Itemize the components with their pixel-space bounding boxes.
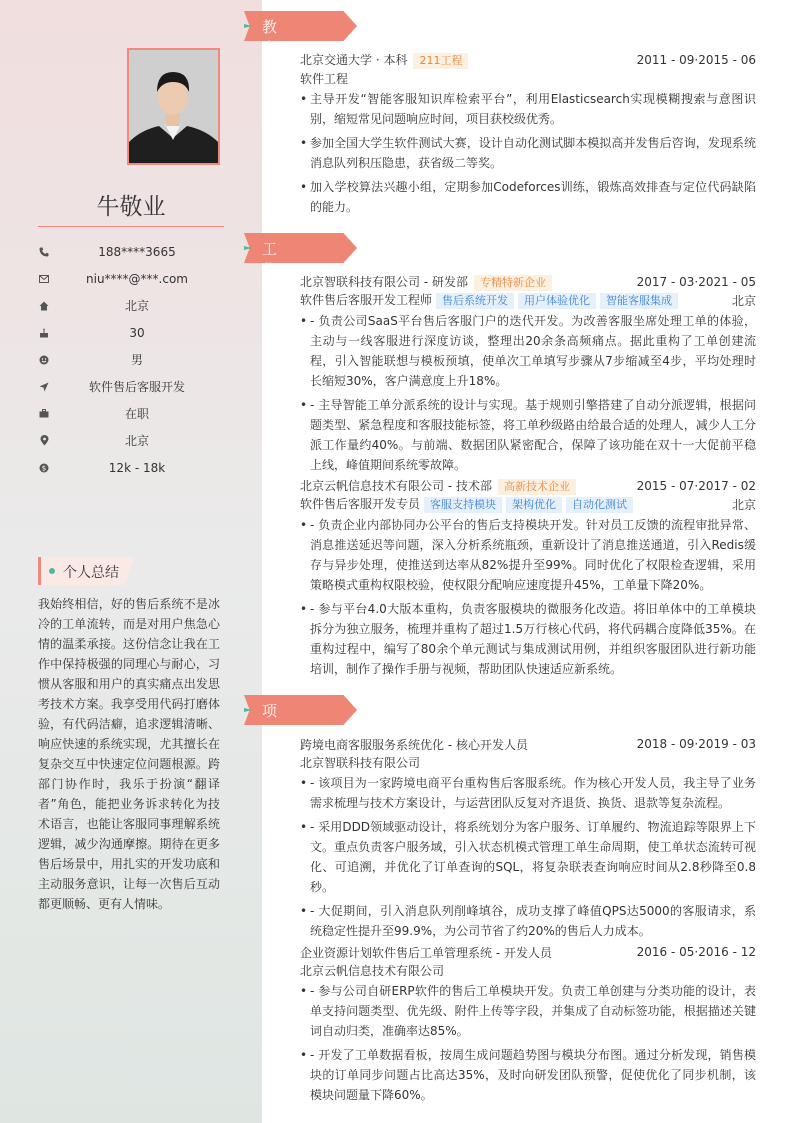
- education-date: 2011 - 09·2015 - 06: [636, 53, 756, 67]
- skill-tag: 智能客服集成: [600, 293, 678, 309]
- work-date: 2015 - 07·2017 - 02: [636, 479, 756, 493]
- skill-tag: 用户体验优化: [518, 293, 596, 309]
- gender-text: 男: [130, 353, 143, 367]
- education-bullets: [300, 89, 756, 217]
- status-text: 在职: [124, 407, 149, 421]
- project-company: 北京云帆信息技术有限公司: [300, 963, 445, 978]
- list-item: • 参加全国大学生软件测试大赛，设计自动化测试脚本模拟高并发售后咨询，发现系统消息队列积压隐患，获省级二等奖。: [300, 133, 756, 173]
- skill-tag: 售后系统开发: [436, 293, 514, 309]
- project-company: 北京智联科技有限公司: [300, 755, 421, 770]
- candidate-name: 牛敬业: [96, 194, 166, 220]
- work-bullets: [300, 515, 756, 679]
- project-date: 2016 - 05·2016 - 12: [636, 945, 756, 959]
- work-bullets: [300, 311, 756, 475]
- work-entry: [300, 477, 756, 679]
- work-date: 2017 - 03·2021 - 05: [636, 275, 756, 289]
- education-title: 教育经历: [262, 18, 278, 99]
- role-row: [300, 291, 756, 309]
- contact-info: [38, 238, 224, 481]
- briefcase-icon: [38, 408, 50, 420]
- work-entry: [300, 273, 756, 475]
- list-item: • - 参与平台4.0大版本重构，负责客服模块的微服务化改造。将旧单体中的工单模块拆分为独立服务，梳理并重构了超过1.5万行核心代码，将代码耦合度降低35%。在重构过程中，编写了80余个单元测试与集成测试用例，并组织客服团队进行新功能培训，制作了操作手册与视频，帮助团队快速适应新系统。: [300, 599, 756, 679]
- work-row: [300, 273, 756, 291]
- info-row-phone: [38, 238, 224, 265]
- info-row-position: [38, 373, 224, 400]
- send-icon: [38, 381, 50, 393]
- phone-icon: [38, 246, 50, 258]
- email-icon: [38, 273, 50, 285]
- age-text: 30: [129, 325, 145, 340]
- company-tag: 专精特新企业: [474, 275, 552, 291]
- list-item: • - 该项目为一家跨境电商平台重构售后客服系统。作为核心开发人员，我主导了业务需求梳理与技术方案设计，与运营团队反复对齐退货、换货、退款等复杂流程。: [300, 773, 756, 813]
- project-row: [300, 735, 756, 753]
- position-text: 软件售后客服开发: [88, 380, 185, 394]
- salary-text: 12k - 18k: [108, 460, 166, 475]
- summary-text: 我始终相信，好的售后系统不是冰冷的工单流转，而是对用户焦急心情的温柔承接。这份信念让我在工作中保持极强的同理心与耐心，习惯从客服和用户的真实痛点出发思考技术方案。我享受用代码打磨体验，有代码洁癖，追求逻辑清晰、响应快速的系统实现，尤其擅长在复杂交互中快速定位问题根源。跨部门协作时，我乐于扮演“翻译者”角色，能把业务诉求转化为技术语言，也能让客服同事理解系统逻辑，减少沟通摩擦。期待在更多售后场景中，用扎实的开发功底和主动服务意识，让每一次售后互动都更顺畅、更有人情味。: [38, 597, 220, 911]
- email-text: niu****@***.com: [86, 271, 188, 286]
- birthday-cake-icon: [38, 327, 50, 339]
- work-row: [300, 477, 756, 495]
- info-row-salary: [38, 454, 224, 481]
- home-icon: [38, 300, 50, 312]
- education-entry: [300, 51, 756, 219]
- list-item: • - 采用DDD领域驱动设计，将系统划分为客户服务、订单履约、物流追踪等限界上下文。重点负责客户服务域，引入状态机模式管理工单生命周期，使工单状态流转可视化、可追溯，并优化了订单查询的SQL，将复杂联表查询响应时间从2.8秒降至0.8秒。: [300, 817, 756, 897]
- location-text: 北京: [124, 434, 149, 448]
- role: 软件售后客服开发工程师: [300, 293, 433, 307]
- phone-text: 188****3665: [98, 244, 176, 259]
- company-name: 北京智联科技有限公司 - 研发部: [300, 275, 468, 289]
- smiley-icon: [38, 354, 50, 366]
- location-pin-icon: [38, 435, 50, 447]
- list-item: • - 开发了工单数据看板，按周生成问题趋势图与模块分布图。通过分析发现，销售模块的订单同步问题占比高达35%，及时向研发团队预警，促使优化了同步机制，该模块问题量下降60%。: [300, 1045, 756, 1105]
- company-tag: 高新技术企业: [498, 479, 576, 495]
- list-item: • 加入学校算法兴趣小组，定期参加Codeforces训练，锻炼高效排查与定位代码缺陷的能力。: [300, 177, 756, 217]
- bullet-dot-icon: [49, 568, 55, 574]
- project-entry: [300, 943, 756, 1105]
- project-entry: [300, 735, 756, 941]
- project-bullets: [300, 773, 756, 941]
- project-entries: [300, 735, 756, 1107]
- list-item: • - 主导智能工单分派系统的设计与实现。基于规则引擎搭建了自动分派逻辑，根据问题类型、紧急程度和客服技能标签，将工单秒级路由给最合适的处理人，减少人工分派工作量约40%。与前端、数据团队紧密配合，保障了该功能在双十一大促前平稳上线，峰值期间系统零故障。: [300, 395, 756, 475]
- city-text: 北京: [124, 299, 149, 313]
- work-city: 北京: [731, 293, 756, 308]
- company-name: 北京云帆信息技术有限公司 - 技术部: [300, 479, 492, 493]
- list-item: • - 负责企业内部协同办公平台的售后支持模块开发。针对员工反馈的流程审批异常、消息推送延迟等问题，深入分析系统瓶颈，重新设计了消息推送通道，引入Redis缓存与异步处理，使推送到达率从82%提升至99%。同时优化了权限检查逻辑，采用策略模式重构权限校验，使权限分配响应速度提升45%，工单量下降20%。: [300, 515, 756, 595]
- school-name: 北京交通大学 · 本科: [300, 53, 408, 67]
- project-date: 2018 - 09·2019 - 03: [636, 737, 756, 751]
- list-item: • - 负责公司SaaS平台售后客服门户的迭代开发。为改善客服坐席处理工单的体验，主动与一线客服进行深度访谈，整理出20余条高频痛点。据此重构了工单创建流程，引入智能联想与模板预填，使单次工单填写步骤从7步缩减至4步，平均处理时长缩短30%，客户满意度上升18%。: [300, 311, 756, 391]
- work-entries: [300, 273, 756, 681]
- project-company-row: [300, 961, 756, 979]
- money-icon: [38, 462, 50, 474]
- svg-text:$: $: [41, 464, 47, 473]
- project-row: [300, 943, 756, 961]
- project-name: 跨境电商客服服务系统优化 - 核心开发人员: [300, 737, 528, 752]
- name-divider: [38, 226, 224, 227]
- info-row-age: [38, 319, 224, 346]
- major-row: [300, 69, 756, 87]
- project-name: 企业资源计划软件售后工单管理系统 - 开发人员: [300, 945, 552, 960]
- info-row-email: [38, 265, 224, 292]
- role-row: [300, 495, 756, 513]
- summary-header: [38, 557, 134, 585]
- info-row-status: [38, 400, 224, 427]
- projects-title: 项目经历: [262, 702, 278, 783]
- education-row: [300, 51, 756, 69]
- list-item: • - 参与公司自研ERP软件的售后工单模块开发。负责工单创建与分类功能的设计，表单支持问题类型、优先级、附件上传等字段，并集成了自动标签功能，根据描述关键词自动归类，准确率达85%。: [300, 981, 756, 1041]
- work-title: 工作经历: [262, 240, 278, 321]
- skill-tag: 自动化测试: [566, 497, 633, 513]
- list-item: • 主导开发“智能客服知识库检索平台”，利用Elasticsearch实现模糊搜索与意图识别，缩短常见问题响应时间，项目获校级优秀。: [300, 89, 756, 129]
- profile-photo: [127, 48, 220, 165]
- school-tag: 211工程: [413, 53, 468, 69]
- project-bullets: [300, 981, 756, 1105]
- skill-tag: 客服支持模块: [424, 497, 502, 513]
- info-row-gender: [38, 346, 224, 373]
- info-row-location: [38, 427, 224, 454]
- info-row-city: [38, 292, 224, 319]
- project-company-row: [300, 753, 756, 771]
- major: 软件工程: [300, 71, 349, 86]
- role: 软件售后客服开发专员: [300, 497, 421, 511]
- skill-tag: 架构优化: [506, 497, 562, 513]
- work-city: 北京: [731, 497, 756, 512]
- sidebar: [0, 0, 262, 1123]
- list-item: • - 大促期间，引入消息队列削峰填谷，成功支撑了峰值QPS达5000的客服请求，系统稳定性提升至99.9%，为公司节省了约20%的售后人力成本。: [300, 901, 756, 941]
- summary-title: 个人总结: [63, 565, 119, 581]
